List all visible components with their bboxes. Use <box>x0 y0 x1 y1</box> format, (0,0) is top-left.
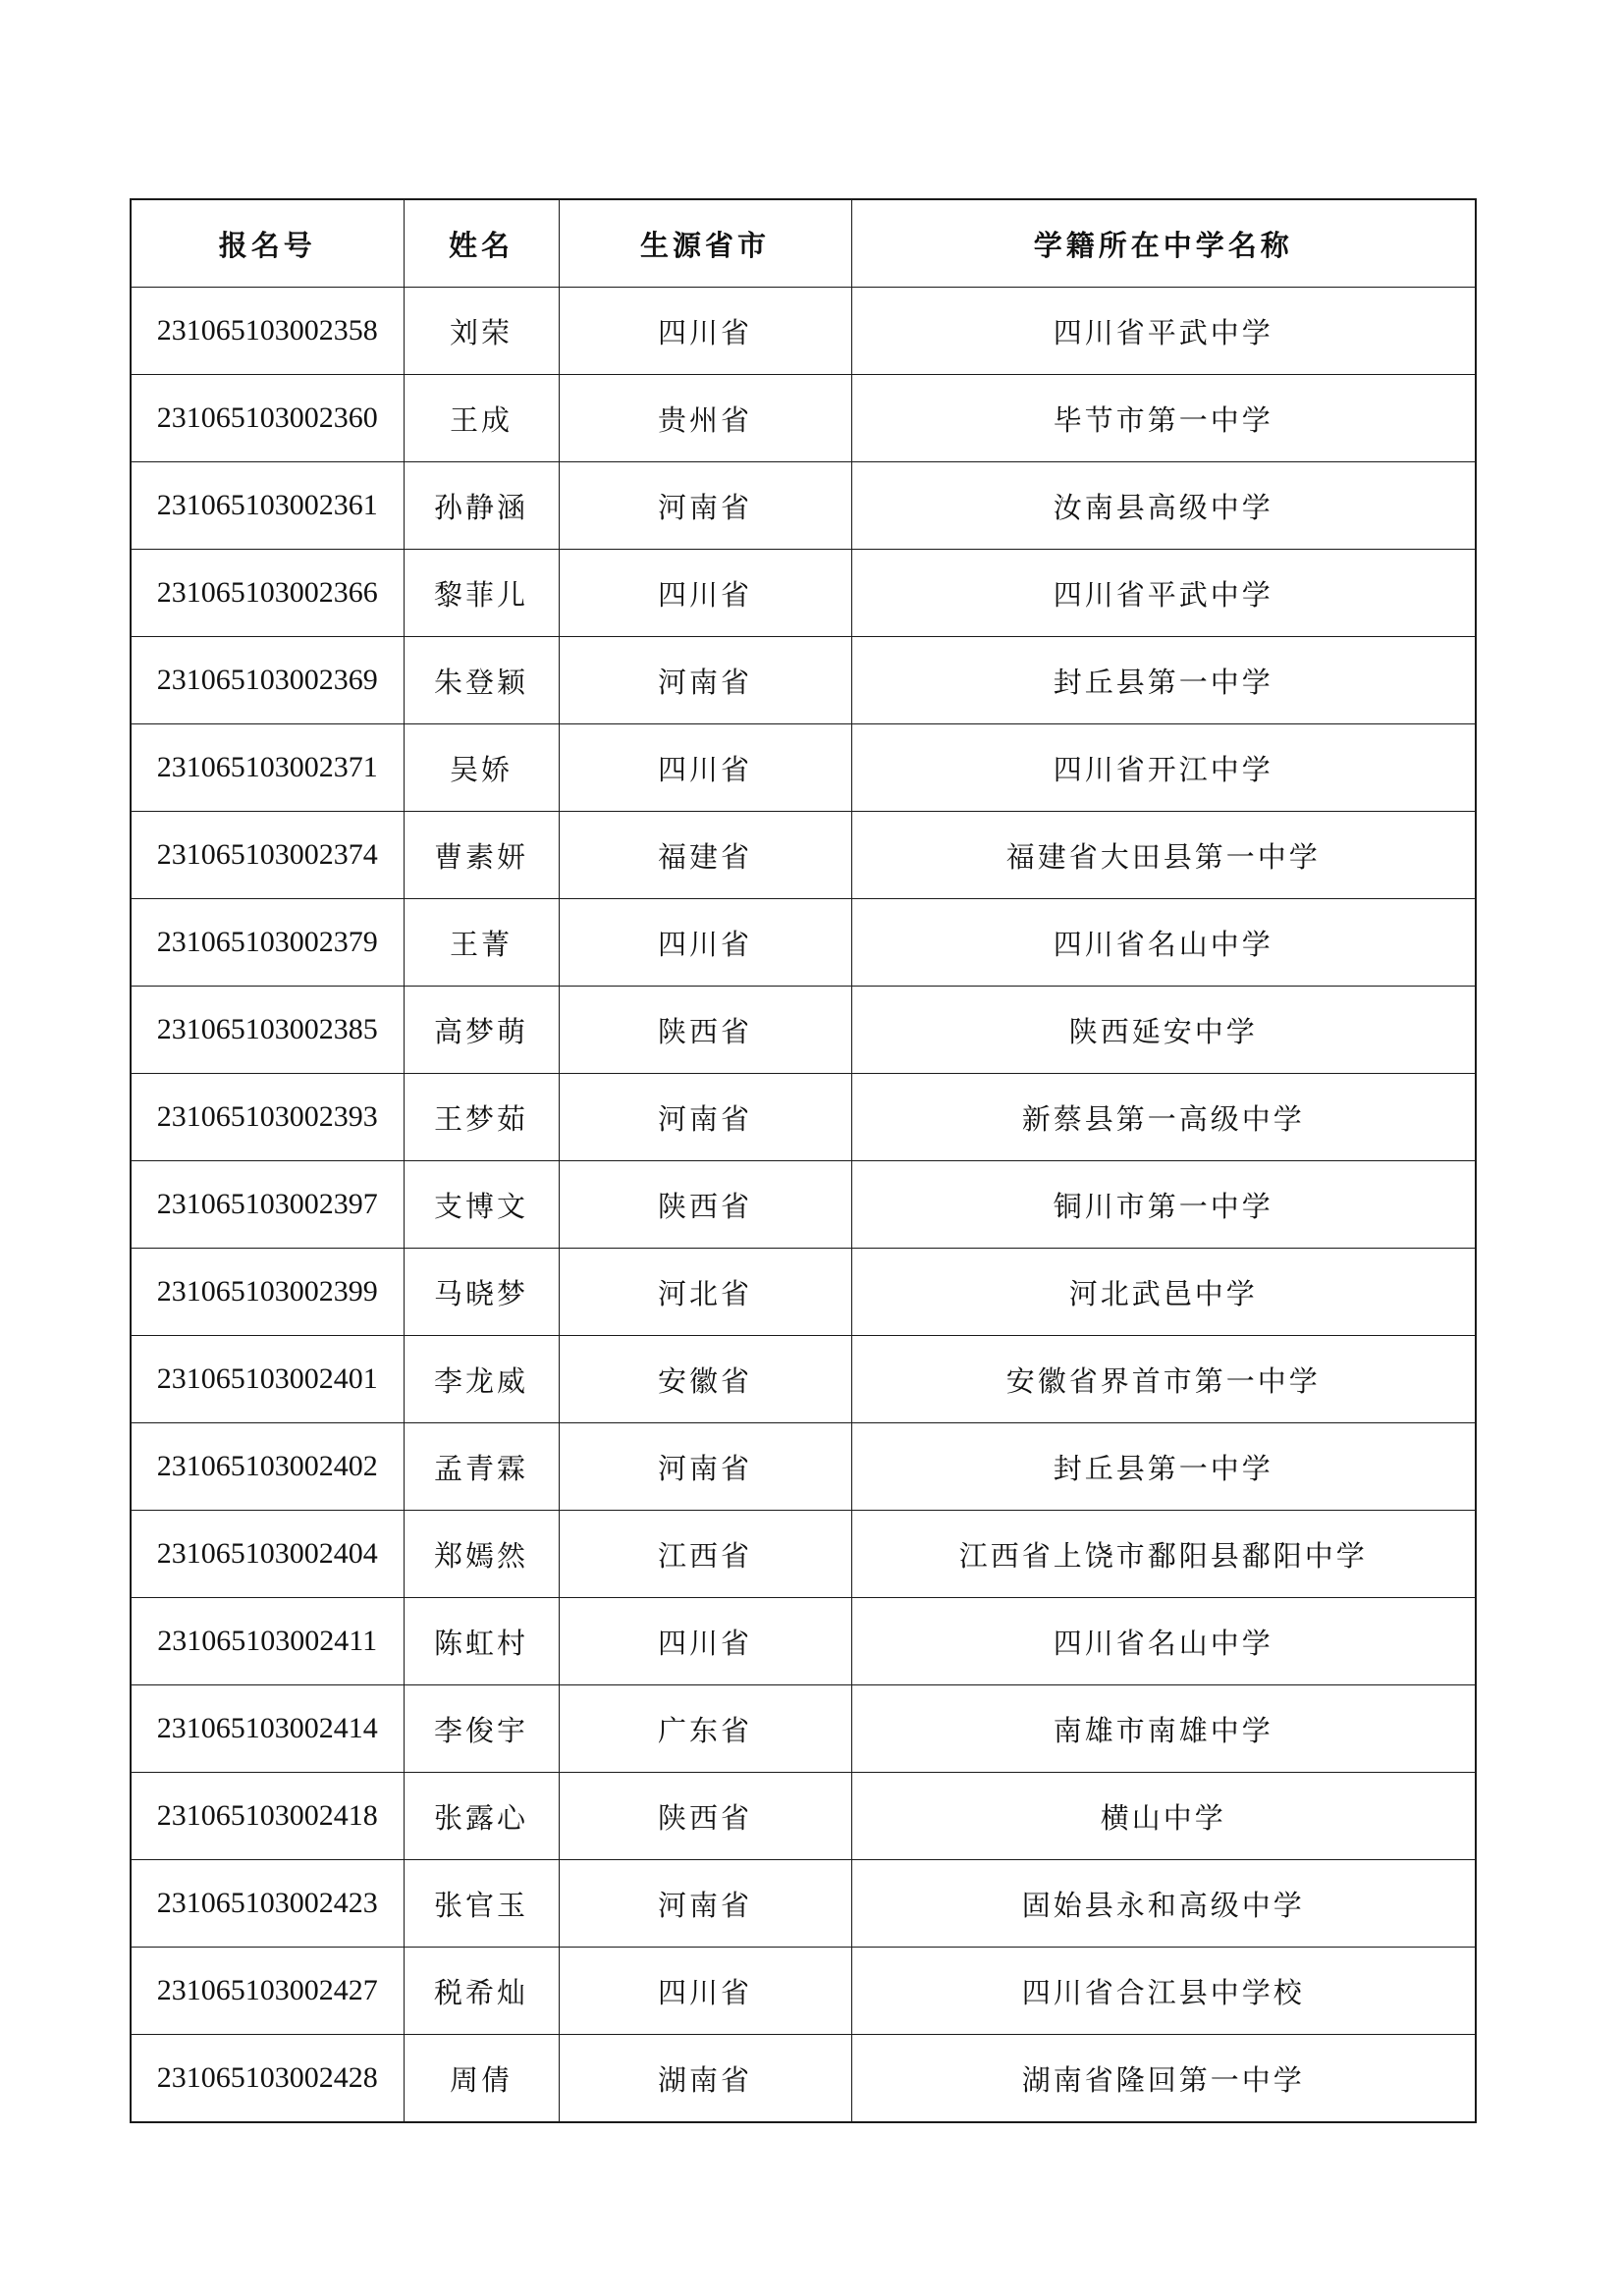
student-name-cell: 黎菲儿 <box>404 550 559 637</box>
table-row <box>131 375 1476 462</box>
student-name-cell: 李龙威 <box>404 1336 559 1423</box>
school-name-cell: 新蔡县第一高级中学 <box>851 1074 1476 1161</box>
registration-number-cell: 231065103002379 <box>131 899 404 987</box>
registration-number-cell: 231065103002428 <box>131 2035 404 2123</box>
student-name-cell: 吴娇 <box>404 724 559 812</box>
table-row <box>131 812 1476 899</box>
school-name-cell: 四川省平武中学 <box>851 550 1476 637</box>
registration-number-cell: 231065103002399 <box>131 1249 404 1336</box>
school-name-cell: 四川省开江中学 <box>851 724 1476 812</box>
table-row <box>131 987 1476 1074</box>
source-province-cell: 江西省 <box>559 1511 851 1598</box>
registration-number-cell: 231065103002427 <box>131 1948 404 2035</box>
source-province-cell: 四川省 <box>559 1598 851 1685</box>
table-row <box>131 1948 1476 2035</box>
table-row <box>131 637 1476 724</box>
source-province-cell: 四川省 <box>559 550 851 637</box>
school-name-cell: 安徽省界首市第一中学 <box>851 1336 1476 1423</box>
source-province-cell: 广东省 <box>559 1685 851 1773</box>
student-name-cell: 孟青霖 <box>404 1423 559 1511</box>
table-row <box>131 1074 1476 1161</box>
school-name-cell: 四川省平武中学 <box>851 288 1476 375</box>
registration-number-cell: 231065103002418 <box>131 1773 404 1860</box>
header-registration-number: 报名号 <box>131 199 404 288</box>
source-province-cell: 陕西省 <box>559 987 851 1074</box>
registration-number-cell: 231065103002411 <box>131 1598 404 1685</box>
student-name-cell: 王梦茹 <box>404 1074 559 1161</box>
table-row <box>131 1249 1476 1336</box>
table-row <box>131 1773 1476 1860</box>
student-name-cell: 周倩 <box>404 2035 559 2123</box>
source-province-cell: 贵州省 <box>559 375 851 462</box>
registration-number-cell: 231065103002404 <box>131 1511 404 1598</box>
registration-number-cell: 231065103002397 <box>131 1161 404 1249</box>
table-row <box>131 1598 1476 1685</box>
table-row <box>131 1336 1476 1423</box>
source-province-cell: 河北省 <box>559 1249 851 1336</box>
registration-number-cell: 231065103002414 <box>131 1685 404 1773</box>
student-name-cell: 王菁 <box>404 899 559 987</box>
school-name-cell: 四川省合江县中学校 <box>851 1948 1476 2035</box>
table-row <box>131 1423 1476 1511</box>
registration-number-cell: 231065103002360 <box>131 375 404 462</box>
source-province-cell: 河南省 <box>559 1074 851 1161</box>
student-name-cell: 陈虹村 <box>404 1598 559 1685</box>
table-row <box>131 899 1476 987</box>
school-name-cell: 福建省大田县第一中学 <box>851 812 1476 899</box>
school-name-cell: 封丘县第一中学 <box>851 637 1476 724</box>
school-name-cell: 南雄市南雄中学 <box>851 1685 1476 1773</box>
source-province-cell: 湖南省 <box>559 2035 851 2123</box>
registration-number-cell: 231065103002361 <box>131 462 404 550</box>
school-name-cell: 湖南省隆回第一中学 <box>851 2035 1476 2123</box>
table-row <box>131 462 1476 550</box>
student-name-cell: 朱登颖 <box>404 637 559 724</box>
source-province-cell: 河南省 <box>559 1423 851 1511</box>
registration-number-cell: 231065103002401 <box>131 1336 404 1423</box>
source-province-cell: 河南省 <box>559 637 851 724</box>
student-name-cell: 支博文 <box>404 1161 559 1249</box>
school-name-cell: 毕节市第一中学 <box>851 375 1476 462</box>
source-province-cell: 四川省 <box>559 288 851 375</box>
school-name-cell: 四川省名山中学 <box>851 899 1476 987</box>
registration-number-cell: 231065103002402 <box>131 1423 404 1511</box>
student-name-cell: 郑嫣然 <box>404 1511 559 1598</box>
student-name-cell: 王成 <box>404 375 559 462</box>
student-name-cell: 马晓梦 <box>404 1249 559 1336</box>
school-name-cell: 江西省上饶市鄱阳县鄱阳中学 <box>851 1511 1476 1598</box>
registration-number-cell: 231065103002366 <box>131 550 404 637</box>
source-province-cell: 安徽省 <box>559 1336 851 1423</box>
registration-number-cell: 231065103002369 <box>131 637 404 724</box>
registration-number-cell: 231065103002358 <box>131 288 404 375</box>
registration-number-cell: 231065103002371 <box>131 724 404 812</box>
school-name-cell: 封丘县第一中学 <box>851 1423 1476 1511</box>
table-row <box>131 288 1476 375</box>
school-name-cell: 汝南县高级中学 <box>851 462 1476 550</box>
table-body <box>131 288 1476 2123</box>
student-name-cell: 李俊宇 <box>404 1685 559 1773</box>
header-source-province: 生源省市 <box>559 199 851 288</box>
student-name-cell: 孙静涵 <box>404 462 559 550</box>
table-row <box>131 550 1476 637</box>
header-name: 姓名 <box>404 199 559 288</box>
school-name-cell: 四川省名山中学 <box>851 1598 1476 1685</box>
source-province-cell: 河南省 <box>559 1860 851 1948</box>
source-province-cell: 四川省 <box>559 899 851 987</box>
student-name-cell: 高梦萌 <box>404 987 559 1074</box>
table-row <box>131 1161 1476 1249</box>
table-row <box>131 1511 1476 1598</box>
school-name-cell: 河北武邑中学 <box>851 1249 1476 1336</box>
school-name-cell: 横山中学 <box>851 1773 1476 1860</box>
registration-number-cell: 231065103002385 <box>131 987 404 1074</box>
registration-number-cell: 231065103002423 <box>131 1860 404 1948</box>
source-province-cell: 河南省 <box>559 462 851 550</box>
source-province-cell: 福建省 <box>559 812 851 899</box>
admission-roster-table <box>130 198 1477 2123</box>
table-header-row <box>131 199 1476 288</box>
table-row <box>131 2035 1476 2123</box>
student-name-cell: 刘荣 <box>404 288 559 375</box>
table-row <box>131 1860 1476 1948</box>
source-province-cell: 陕西省 <box>559 1773 851 1860</box>
student-name-cell: 税希灿 <box>404 1948 559 2035</box>
student-name-cell: 曹素妍 <box>404 812 559 899</box>
student-name-cell: 张官玉 <box>404 1860 559 1948</box>
registration-number-cell: 231065103002374 <box>131 812 404 899</box>
school-name-cell: 铜川市第一中学 <box>851 1161 1476 1249</box>
student-name-cell: 张露心 <box>404 1773 559 1860</box>
school-name-cell: 陕西延安中学 <box>851 987 1476 1074</box>
source-province-cell: 陕西省 <box>559 1161 851 1249</box>
table-row <box>131 1685 1476 1773</box>
table-row <box>131 724 1476 812</box>
registration-number-cell: 231065103002393 <box>131 1074 404 1161</box>
school-name-cell: 固始县永和高级中学 <box>851 1860 1476 1948</box>
source-province-cell: 四川省 <box>559 1948 851 2035</box>
source-province-cell: 四川省 <box>559 724 851 812</box>
header-school-name: 学籍所在中学名称 <box>851 199 1476 288</box>
